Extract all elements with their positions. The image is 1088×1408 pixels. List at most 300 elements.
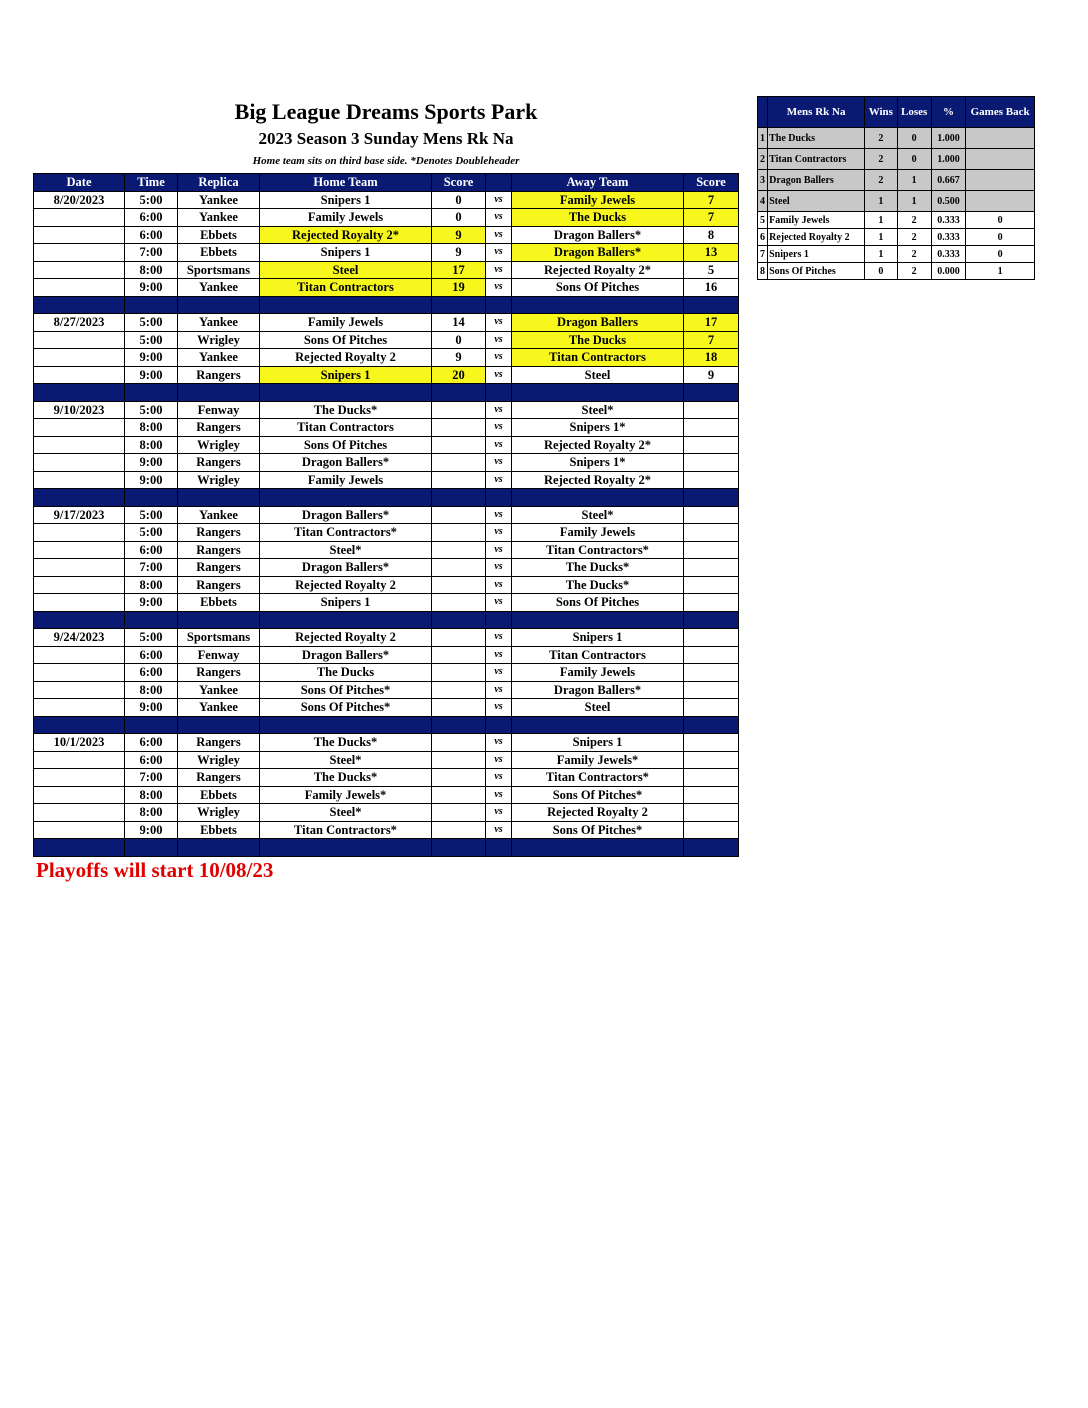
home-team: The Ducks* <box>260 734 432 752</box>
home-team: Steel* <box>260 751 432 769</box>
game-row <box>34 506 739 524</box>
game-row <box>34 331 739 349</box>
separator-cell <box>684 839 739 857</box>
standings-col-games-back: Games Back <box>966 97 1035 128</box>
home-score <box>432 769 486 787</box>
vs-label: vs <box>486 314 512 332</box>
separator-cell <box>34 489 125 507</box>
game-date-empty <box>34 261 125 279</box>
home-score <box>432 664 486 682</box>
game-time: 6:00 <box>125 209 178 227</box>
vs-label: vs <box>486 524 512 542</box>
standing-team: Dragon Ballers <box>768 170 865 191</box>
home-score <box>432 436 486 454</box>
game-time: 6:00 <box>125 226 178 244</box>
away-score <box>684 436 739 454</box>
away-team: Dragon Ballers* <box>512 244 684 262</box>
standing-team: Rejected Royalty 2 <box>768 229 865 246</box>
away-score: 13 <box>684 244 739 262</box>
standing-wins: 1 <box>865 246 897 263</box>
game-row <box>34 279 739 297</box>
page-subtitle: 2023 Season 3 Sunday Mens Rk Na <box>258 129 514 148</box>
away-score <box>684 559 739 577</box>
away-team: Dragon Ballers* <box>512 681 684 699</box>
standing-loses: 0 <box>897 149 931 170</box>
game-time: 7:00 <box>125 769 178 787</box>
col-replica: Replica <box>178 174 260 192</box>
home-team: Steel* <box>260 541 432 559</box>
standings-table <box>757 96 1035 280</box>
separator-cell <box>260 716 432 734</box>
home-team: Family Jewels <box>260 209 432 227</box>
standing-games-back: 0 <box>966 229 1035 246</box>
home-team: Sons Of Pitches* <box>260 681 432 699</box>
game-row <box>34 541 739 559</box>
away-score: 16 <box>684 279 739 297</box>
game-date-empty <box>34 366 125 384</box>
home-score: 20 <box>432 366 486 384</box>
home-score <box>432 471 486 489</box>
separator-cell <box>684 489 739 507</box>
standing-loses: 2 <box>897 263 931 280</box>
header-note: Home team sits on third base side. *Denotes Doubleheader <box>252 155 520 167</box>
vs-label: vs <box>486 279 512 297</box>
standing-rank: 1 <box>758 128 768 149</box>
standing-wins: 0 <box>865 263 897 280</box>
home-team: Steel* <box>260 804 432 822</box>
game-time: 8:00 <box>125 576 178 594</box>
away-team: Steel* <box>512 506 684 524</box>
home-score: 9 <box>432 226 486 244</box>
home-score <box>432 699 486 717</box>
vs-label: vs <box>486 576 512 594</box>
game-field: Fenway <box>178 401 260 419</box>
separator-cell <box>512 716 684 734</box>
away-team: Titan Contractors <box>512 646 684 664</box>
game-row <box>34 576 739 594</box>
game-field: Yankee <box>178 314 260 332</box>
away-team: The Ducks* <box>512 576 684 594</box>
home-team: Snipers 1 <box>260 191 432 209</box>
home-score: 0 <box>432 191 486 209</box>
away-score: 7 <box>684 331 739 349</box>
home-team: Family Jewels <box>260 314 432 332</box>
standings-body <box>758 128 1035 280</box>
home-score <box>432 506 486 524</box>
home-team: Snipers 1 <box>260 594 432 612</box>
standing-team: The Ducks <box>768 128 865 149</box>
away-team: Family Jewels <box>512 524 684 542</box>
away-score <box>684 524 739 542</box>
home-team: Sons Of Pitches* <box>260 699 432 717</box>
game-time: 7:00 <box>125 244 178 262</box>
game-row <box>34 804 739 822</box>
separator-cell <box>432 489 486 507</box>
game-field: Yankee <box>178 506 260 524</box>
schedule-body <box>34 191 739 856</box>
home-score: 17 <box>432 261 486 279</box>
game-date-empty <box>34 664 125 682</box>
col-time: Time <box>125 174 178 192</box>
home-score <box>432 629 486 647</box>
separator-cell <box>260 384 432 402</box>
separator-cell <box>178 611 260 629</box>
away-score <box>684 506 739 524</box>
home-team: Dragon Ballers* <box>260 506 432 524</box>
vs-label: vs <box>486 629 512 647</box>
standings-col-wins: Wins <box>865 97 897 128</box>
game-row <box>34 209 739 227</box>
vs-label: vs <box>486 594 512 612</box>
game-row <box>34 734 739 752</box>
game-row <box>34 366 739 384</box>
vs-label: vs <box>486 226 512 244</box>
vs-label: vs <box>486 541 512 559</box>
standing-team: Steel <box>768 191 865 212</box>
standings-col-rank <box>758 97 768 128</box>
away-team: Family Jewels <box>512 191 684 209</box>
standing-loses: 2 <box>897 246 931 263</box>
vs-label: vs <box>486 244 512 262</box>
vs-label: vs <box>486 804 512 822</box>
separator-cell <box>684 296 739 314</box>
away-score: 8 <box>684 226 739 244</box>
vs-label: vs <box>486 349 512 367</box>
home-score <box>432 751 486 769</box>
game-field: Ebbets <box>178 821 260 839</box>
game-field: Yankee <box>178 699 260 717</box>
away-team: Titan Contractors <box>512 349 684 367</box>
game-field: Rangers <box>178 541 260 559</box>
home-team: Rejected Royalty 2 <box>260 629 432 647</box>
game-row <box>34 681 739 699</box>
away-score <box>684 629 739 647</box>
game-field: Wrigley <box>178 804 260 822</box>
vs-label: vs <box>486 646 512 664</box>
standing-loses: 1 <box>897 170 931 191</box>
game-field: Yankee <box>178 209 260 227</box>
vs-label: vs <box>486 261 512 279</box>
away-score: 17 <box>684 314 739 332</box>
week-separator <box>34 716 739 734</box>
home-score <box>432 681 486 699</box>
home-score <box>432 804 486 822</box>
home-team: Snipers 1 <box>260 244 432 262</box>
game-field: Ebbets <box>178 594 260 612</box>
separator-cell <box>432 384 486 402</box>
week-separator <box>34 384 739 402</box>
away-team: Family Jewels* <box>512 751 684 769</box>
game-date-empty <box>34 646 125 664</box>
standing-pct: 0.333 <box>931 229 965 246</box>
home-score <box>432 419 486 437</box>
game-date-empty <box>34 524 125 542</box>
home-score <box>432 541 486 559</box>
standing-loses: 1 <box>897 191 931 212</box>
game-date-empty <box>34 454 125 472</box>
away-score <box>684 699 739 717</box>
game-field: Rangers <box>178 734 260 752</box>
away-team: Dragon Ballers* <box>512 226 684 244</box>
separator-cell <box>432 839 486 857</box>
standing-team: Family Jewels <box>768 212 865 229</box>
standing-rank: 3 <box>758 170 768 191</box>
vs-label: vs <box>486 419 512 437</box>
separator-cell <box>34 384 125 402</box>
game-time: 5:00 <box>125 401 178 419</box>
away-team: Sons Of Pitches* <box>512 786 684 804</box>
game-field: Rangers <box>178 419 260 437</box>
separator-cell <box>178 296 260 314</box>
home-team: The Ducks* <box>260 769 432 787</box>
separator-cell <box>34 611 125 629</box>
week-separator <box>34 611 739 629</box>
away-team: The Ducks* <box>512 559 684 577</box>
game-time: 6:00 <box>125 646 178 664</box>
standings-row <box>758 149 1035 170</box>
game-time: 5:00 <box>125 506 178 524</box>
away-team: The Ducks <box>512 331 684 349</box>
page-title: Big League Dreams Sports Park <box>234 99 538 124</box>
home-team: Sons Of Pitches <box>260 331 432 349</box>
game-date-empty <box>34 331 125 349</box>
separator-cell <box>486 489 512 507</box>
separator-cell <box>260 611 432 629</box>
standing-pct: 0.333 <box>931 212 965 229</box>
away-score <box>684 471 739 489</box>
standings-row <box>758 191 1035 212</box>
home-team: Rejected Royalty 2 <box>260 349 432 367</box>
away-team: Sons Of Pitches* <box>512 821 684 839</box>
game-time: 9:00 <box>125 349 178 367</box>
game-field: Wrigley <box>178 331 260 349</box>
game-time: 8:00 <box>125 436 178 454</box>
home-team: Snipers 1 <box>260 366 432 384</box>
game-time: 9:00 <box>125 471 178 489</box>
col-away-team: Away Team <box>512 174 684 192</box>
separator-cell <box>125 611 178 629</box>
away-score <box>684 734 739 752</box>
separator-cell <box>178 716 260 734</box>
away-score <box>684 681 739 699</box>
home-team: Dragon Ballers* <box>260 559 432 577</box>
home-score <box>432 559 486 577</box>
vs-label: vs <box>486 366 512 384</box>
away-score <box>684 786 739 804</box>
game-time: 8:00 <box>125 419 178 437</box>
away-score <box>684 541 739 559</box>
vs-label: vs <box>486 664 512 682</box>
home-score <box>432 646 486 664</box>
standings-row <box>758 170 1035 191</box>
separator-cell <box>684 384 739 402</box>
separator-cell <box>178 839 260 857</box>
game-time: 5:00 <box>125 331 178 349</box>
standing-rank: 6 <box>758 229 768 246</box>
away-score <box>684 769 739 787</box>
standing-wins: 2 <box>865 149 897 170</box>
game-date: 10/1/2023 <box>34 734 125 752</box>
standing-team: Titan Contractors <box>768 149 865 170</box>
game-date-empty <box>34 769 125 787</box>
game-field: Rangers <box>178 524 260 542</box>
standing-pct: 0.333 <box>931 246 965 263</box>
separator-cell <box>260 296 432 314</box>
game-field: Rangers <box>178 366 260 384</box>
game-row <box>34 594 739 612</box>
game-row <box>34 244 739 262</box>
standing-games-back: 0 <box>966 212 1035 229</box>
week-separator <box>34 839 739 857</box>
separator-cell <box>34 716 125 734</box>
game-row <box>34 629 739 647</box>
game-row <box>34 559 739 577</box>
home-team: Sons Of Pitches <box>260 436 432 454</box>
vs-label: vs <box>486 821 512 839</box>
game-date-empty <box>34 279 125 297</box>
away-score <box>684 576 739 594</box>
game-date: 8/27/2023 <box>34 314 125 332</box>
game-field: Sportsmans <box>178 629 260 647</box>
game-field: Rangers <box>178 454 260 472</box>
home-score: 0 <box>432 209 486 227</box>
game-time: 5:00 <box>125 629 178 647</box>
vs-label: vs <box>486 506 512 524</box>
game-row <box>34 471 739 489</box>
game-time: 9:00 <box>125 699 178 717</box>
vs-label: vs <box>486 734 512 752</box>
vs-label: vs <box>486 751 512 769</box>
away-team: Snipers 1 <box>512 629 684 647</box>
game-time: 6:00 <box>125 734 178 752</box>
standing-loses: 0 <box>897 128 931 149</box>
game-row <box>34 349 739 367</box>
standing-games-back <box>966 149 1035 170</box>
game-time: 9:00 <box>125 366 178 384</box>
separator-cell <box>512 296 684 314</box>
separator-cell <box>260 839 432 857</box>
game-date-empty <box>34 209 125 227</box>
vs-label: vs <box>486 471 512 489</box>
away-team: Snipers 1 <box>512 734 684 752</box>
home-score: 9 <box>432 349 486 367</box>
game-field: Yankee <box>178 349 260 367</box>
game-row <box>34 786 739 804</box>
home-score <box>432 786 486 804</box>
standing-team: Snipers 1 <box>768 246 865 263</box>
game-date-empty <box>34 436 125 454</box>
standing-pct: 1.000 <box>931 149 965 170</box>
game-time: 8:00 <box>125 786 178 804</box>
separator-cell <box>125 489 178 507</box>
col-home-score: Score <box>432 174 486 192</box>
game-time: 8:00 <box>125 261 178 279</box>
game-row <box>34 646 739 664</box>
home-team: Dragon Ballers* <box>260 454 432 472</box>
standing-rank: 8 <box>758 263 768 280</box>
separator-cell <box>512 384 684 402</box>
home-team: The Ducks <box>260 664 432 682</box>
game-field: Yankee <box>178 681 260 699</box>
game-date-empty <box>34 786 125 804</box>
game-date-empty <box>34 594 125 612</box>
standings-row <box>758 246 1035 263</box>
standing-wins: 1 <box>865 191 897 212</box>
separator-cell <box>178 384 260 402</box>
home-team: Dragon Ballers* <box>260 646 432 664</box>
separator-cell <box>512 489 684 507</box>
game-field: Yankee <box>178 191 260 209</box>
separator-cell <box>486 296 512 314</box>
game-date: 9/24/2023 <box>34 629 125 647</box>
document-header <box>34 98 738 168</box>
separator-cell <box>684 611 739 629</box>
game-date-empty <box>34 471 125 489</box>
standing-pct: 0.500 <box>931 191 965 212</box>
game-date-empty <box>34 541 125 559</box>
game-row <box>34 699 739 717</box>
vs-label: vs <box>486 401 512 419</box>
away-score <box>684 804 739 822</box>
standings-col-loses: Loses <box>897 97 931 128</box>
standings-row <box>758 263 1035 280</box>
game-date-empty <box>34 419 125 437</box>
game-row <box>34 419 739 437</box>
away-score: 18 <box>684 349 739 367</box>
game-date-empty <box>34 804 125 822</box>
standings-row <box>758 128 1035 149</box>
separator-cell <box>432 611 486 629</box>
separator-cell <box>486 716 512 734</box>
game-time: 5:00 <box>125 314 178 332</box>
home-team: Steel <box>260 261 432 279</box>
away-score <box>684 664 739 682</box>
col-date: Date <box>34 174 125 192</box>
standings-row <box>758 212 1035 229</box>
vs-label: vs <box>486 436 512 454</box>
game-row <box>34 524 739 542</box>
game-field: Wrigley <box>178 751 260 769</box>
game-row <box>34 261 739 279</box>
home-team: Titan Contractors <box>260 279 432 297</box>
vs-label: vs <box>486 786 512 804</box>
home-score <box>432 594 486 612</box>
game-field: Rangers <box>178 664 260 682</box>
game-date-empty <box>34 699 125 717</box>
away-team: Steel* <box>512 401 684 419</box>
standing-loses: 2 <box>897 229 931 246</box>
standing-pct: 0.667 <box>931 170 965 191</box>
away-team: Steel <box>512 366 684 384</box>
home-score: 9 <box>432 244 486 262</box>
standing-games-back <box>966 170 1035 191</box>
away-team: Family Jewels <box>512 664 684 682</box>
standing-games-back: 1 <box>966 263 1035 280</box>
separator-cell <box>125 384 178 402</box>
standing-pct: 0.000 <box>931 263 965 280</box>
separator-cell <box>432 296 486 314</box>
standing-loses: 2 <box>897 212 931 229</box>
home-team: The Ducks* <box>260 401 432 419</box>
game-date-empty <box>34 244 125 262</box>
game-row <box>34 821 739 839</box>
away-score <box>684 821 739 839</box>
standings-col-team: Mens Rk Na <box>768 97 865 128</box>
game-field: Fenway <box>178 646 260 664</box>
separator-cell <box>486 839 512 857</box>
week-separator <box>34 489 739 507</box>
standings-row <box>758 229 1035 246</box>
